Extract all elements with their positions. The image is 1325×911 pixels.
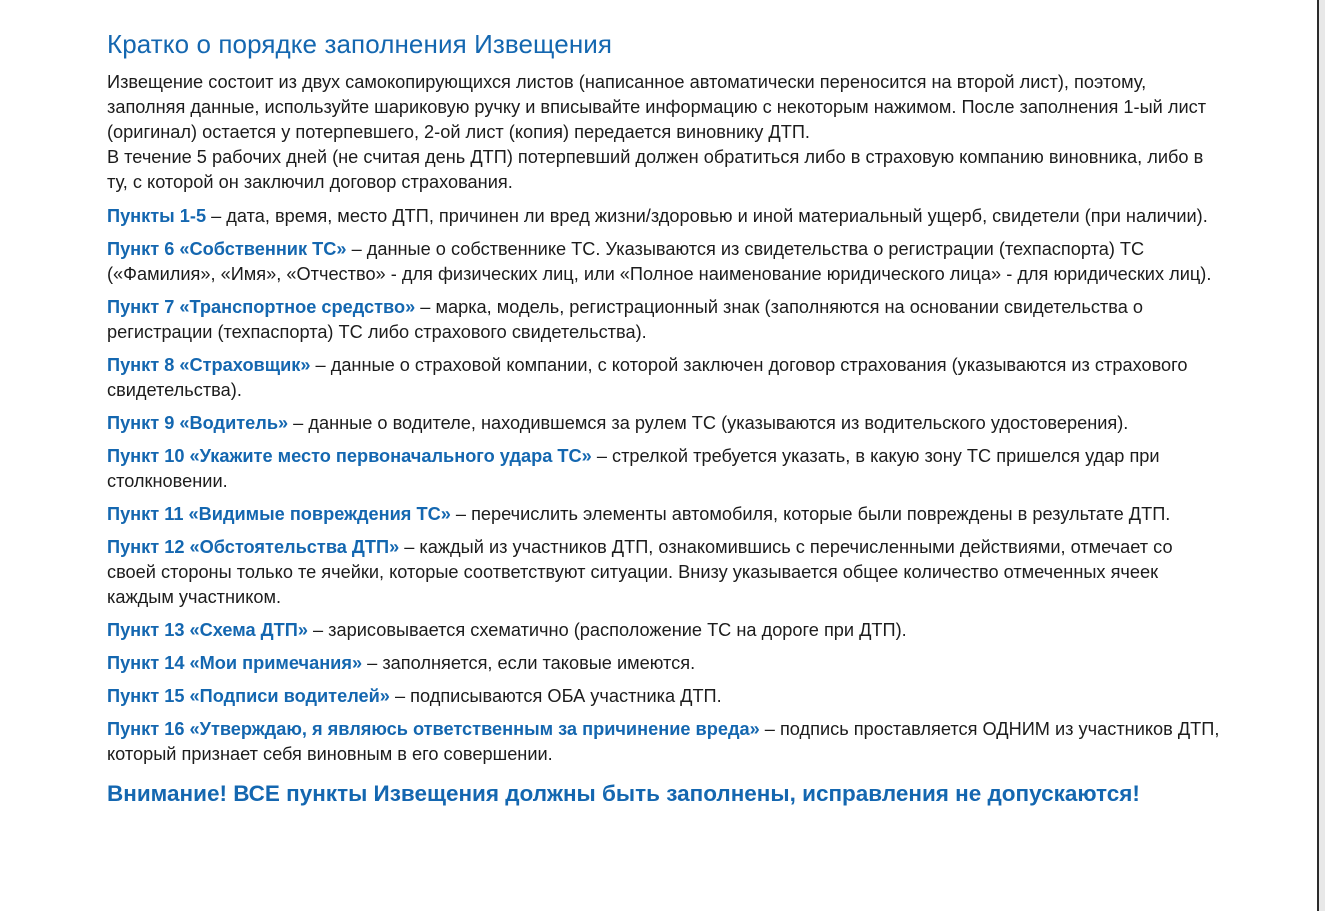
item-text: – каждый из участников ДТП, ознакомившись с перечисленными действиями, отмечает со своей стороны только те ячейки, которые соответствуют ситуации. Внизу указывается общее количество отмеченных ячеек каждым участником. <box>107 537 1173 607</box>
item-text: – перечислить элементы автомобиля, которые были повреждены в результате ДТП. <box>450 504 1171 524</box>
intro-line-1: Извещение состоит из двух самокопирующихся листов (написанное автоматически переносится на второй лист), поэтому, заполняя данные, используйте шариковую ручку и вписывайте информацию с некоторым нажимом. После заполнения 1-ый лист (оригинал) остается у потерпевшего, 2-ой лист (копия) передается виновнику ДТП. <box>107 72 1207 142</box>
item-text: – данные о собственнике ТС. Указываются из свидетельства о регистрации (техпаспорта) ТС («Фамилия», «Имя», «Отчество» - для физических лиц, или «Полное наименование юридического лица» - для юридических лиц). <box>107 239 1212 284</box>
document-body <box>107 24 1222 809</box>
item-point-7 <box>107 295 1222 345</box>
item-text: – подпись проставляется ОДНИМ из участников ДТП, который признает себя виновным в его совершении. <box>107 719 1220 764</box>
item-text: – данные о страховой компании, с которой заключен договор страхования (указываются из страхового свидетельства). <box>107 355 1188 400</box>
item-text: – подписываются ОБА участника ДТП. <box>389 686 722 706</box>
item-lead: Пункт 6 «Собственник ТС» <box>107 239 347 259</box>
page-edge-shadow <box>1319 0 1325 911</box>
warning-notice: Внимание! ВСЕ пункты Извещения должны быть заполнены, исправления не допускаются! <box>107 781 1140 806</box>
item-text: – дата, время, место ДТП, причинен ли вред жизни/здоровью и иной материальный ущерб, свидетели (при наличии). <box>206 206 1208 226</box>
page-title: Кратко о порядке заполнения Извещения <box>107 29 613 59</box>
item-text: – марка, модель, регистрационный знак (заполняются на основании свидетельства о регистрации (техпаспорта) ТС либо страхового свидетельства). <box>107 297 1143 342</box>
item-point-15 <box>107 684 1222 709</box>
intro-line-2: В течение 5 рабочих дней (не считая день ДТП) потерпевший должен обратиться либо в страховую компанию виновника, либо в ту, с которой он заключил договор страхования. <box>107 147 1204 192</box>
item-lead: Пункт 7 «Транспортное средство» <box>107 297 416 317</box>
intro-paragraph <box>107 70 1222 195</box>
item-text: – стрелкой требуется указать, в какую зону ТС пришелся удар при столкновении. <box>107 446 1160 491</box>
item-lead: Пункт 13 «Схема ДТП» <box>107 620 308 640</box>
item-points-1-5 <box>107 204 1222 229</box>
item-point-10 <box>107 444 1222 494</box>
item-point-6 <box>107 237 1222 287</box>
item-lead: Пункт 10 «Укажите место первоначального удара ТС» <box>107 446 592 466</box>
item-text: – зарисовывается схематично (расположение ТС на дороге при ДТП). <box>307 620 907 640</box>
item-lead: Пункт 8 «Страховщик» <box>107 355 311 375</box>
item-lead: Пункт 12 «Обстоятельства ДТП» <box>107 537 400 557</box>
item-point-9 <box>107 411 1222 436</box>
item-text: – заполняется, если таковые имеются. <box>362 653 696 673</box>
item-point-16 <box>107 717 1222 767</box>
page-edge-line <box>1317 0 1319 911</box>
item-lead: Пункт 14 «Мои примечания» <box>107 653 363 673</box>
item-point-8 <box>107 353 1222 403</box>
item-point-12 <box>107 535 1222 610</box>
item-lead: Пункт 15 «Подписи водителей» <box>107 686 390 706</box>
item-lead: Пункт 9 «Водитель» <box>107 413 289 433</box>
item-lead: Пункт 16 «Утверждаю, я являюсь ответственным за причинение вреда» <box>107 719 760 739</box>
item-point-13 <box>107 618 1222 643</box>
item-point-14 <box>107 651 1222 676</box>
item-lead: Пункты 1-5 <box>107 206 207 226</box>
item-point-11 <box>107 502 1222 527</box>
item-text: – данные о водителе, находившемся за рулем ТС (указываются из водительского удостоверения). <box>288 413 1129 433</box>
item-lead: Пункт 11 «Видимые повреждения ТС» <box>107 504 451 524</box>
